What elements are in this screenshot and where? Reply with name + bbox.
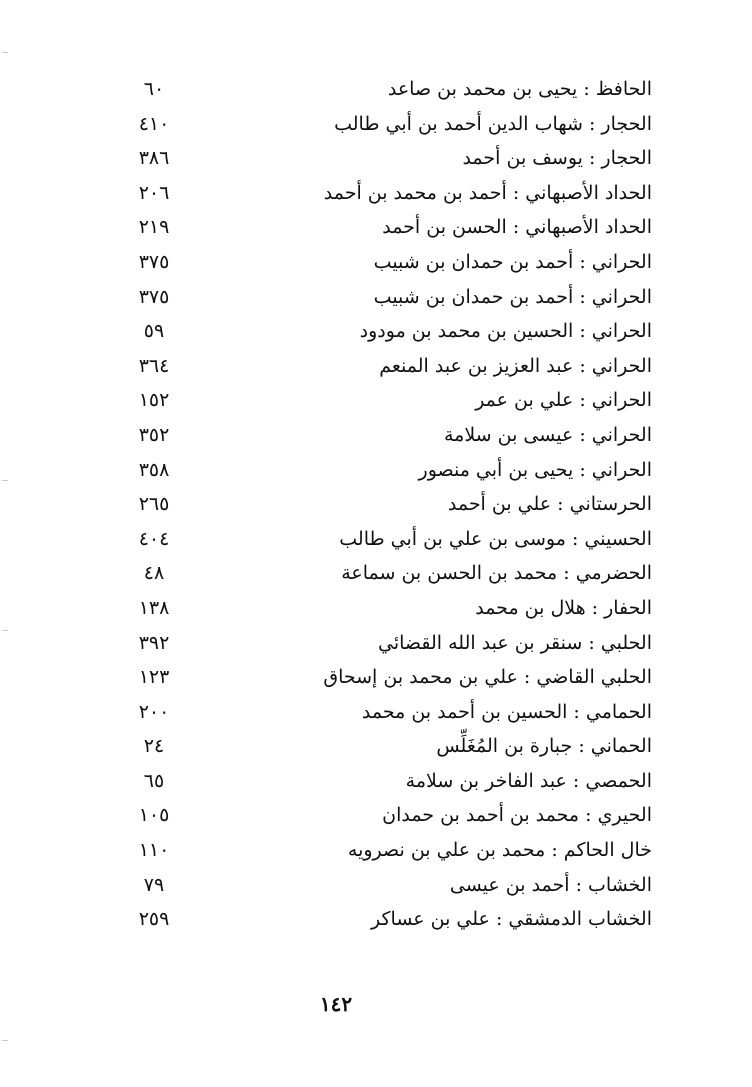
entry-name: الحيري : محمد بن أحمد بن حمدان xyxy=(382,804,652,827)
index-entry xyxy=(100,245,660,280)
index-entry xyxy=(100,764,660,799)
entry-name: الحافظ : يحيى بن محمد بن صاعد xyxy=(387,78,652,100)
index-entry xyxy=(100,487,660,522)
index-entry xyxy=(100,280,660,315)
edge-mark xyxy=(2,480,8,481)
index-list xyxy=(100,72,660,937)
entry-page-number: ٣٦٤ xyxy=(138,354,170,377)
entry-page-number: ١٥٢ xyxy=(138,389,170,412)
entry-name: الحلبي : سنقر بن عبد الله القضائي xyxy=(378,631,652,654)
index-entry xyxy=(100,383,660,418)
entry-name: الحرستاني : علي بن أحمد xyxy=(447,493,652,516)
index-entry xyxy=(100,176,660,211)
entry-name: الخشاب الدمشقي : علي بن عساكر xyxy=(371,908,652,931)
entry-name: الحراني : عيسى بن سلامة xyxy=(443,423,652,446)
entry-page-number: ١٠٥ xyxy=(138,804,170,827)
entry-page-number: ٣٧٥ xyxy=(138,250,170,273)
edge-mark xyxy=(2,630,8,631)
index-entry xyxy=(100,107,660,142)
index-entry xyxy=(100,729,660,764)
entry-name: الحماني : جبارة بن المُغَلِّس xyxy=(436,735,652,758)
index-entry xyxy=(100,660,660,695)
index-entry xyxy=(100,833,660,868)
entry-page-number: ٦٠ xyxy=(143,78,165,100)
index-entry xyxy=(100,626,660,661)
entry-name: الحراني : عبد العزيز بن عبد المنعم xyxy=(379,354,652,377)
edge-mark xyxy=(2,1040,8,1041)
entry-page-number: ٢٠٦ xyxy=(138,181,170,204)
index-entry xyxy=(100,453,660,488)
entry-page-number: ٧٩ xyxy=(143,873,165,896)
entry-name: الحراني : أحمد بن حمدان بن شبيب xyxy=(373,250,652,273)
entry-name: الحراني : علي بن عمر xyxy=(475,389,652,412)
entry-name: الحراني : الحسين بن محمد بن مودود xyxy=(359,320,652,343)
entry-name: الحمامي : الحسين بن أحمد بن محمد xyxy=(361,700,652,723)
entry-page-number: ٣٥٨ xyxy=(138,458,170,481)
entry-name: الحجار : شهاب الدين أحمد بن أبي طالب xyxy=(334,112,652,135)
index-entry xyxy=(100,556,660,591)
entry-page-number: ١٣٨ xyxy=(138,596,170,619)
entry-name: الحضرمي : محمد بن الحسن بن سماعة xyxy=(341,562,652,585)
index-entry xyxy=(100,902,660,937)
entry-page-number: ٢١٩ xyxy=(138,216,170,239)
entry-name: الحراني : أحمد بن حمدان بن شبيب xyxy=(373,285,652,308)
entry-name: الحلبي القاضي : علي بن محمد بن إسحاق xyxy=(323,666,652,689)
index-entry xyxy=(100,418,660,453)
entry-name: الخشاب : أحمد بن عيسى xyxy=(449,873,652,896)
index-entry xyxy=(100,314,660,349)
entry-name: الحسيني : موسى بن علي بن أبي طالب xyxy=(339,527,652,550)
index-entry xyxy=(100,868,660,903)
entry-page-number: ٦٥ xyxy=(143,769,165,792)
entry-page-number: ٢٠٠ xyxy=(138,700,170,723)
entry-name: خال الحاكم : محمد بن علي بن نصرويه xyxy=(347,839,652,862)
edge-mark xyxy=(2,52,8,53)
index-entry xyxy=(100,798,660,833)
entry-page-number: ٣٥٢ xyxy=(138,423,170,446)
entry-page-number: ٢٦٥ xyxy=(138,493,170,516)
entry-page-number: ٤٠٤ xyxy=(138,527,170,550)
entry-name: الحداد الأصبهاني : الحسن بن أحمد xyxy=(382,216,652,239)
entry-name: الحمصي : عبد الفاخر بن سلامة xyxy=(405,769,652,792)
entry-page-number: ٣٨٦ xyxy=(138,147,170,170)
entry-page-number: ٢٥٩ xyxy=(138,908,170,931)
entry-page-number: ٤١٠ xyxy=(138,112,170,135)
entry-page-number: ٤٨ xyxy=(143,562,165,585)
entry-page-number: ١٢٣ xyxy=(138,666,170,689)
index-entry xyxy=(100,349,660,384)
entry-name: الحداد الأصبهاني : أحمد بن محمد بن أحمد xyxy=(323,181,652,204)
entry-name: الحفار : هلال بن محمد xyxy=(475,596,652,619)
index-entry xyxy=(100,522,660,557)
entry-name: الحراني : يحيى بن أبي منصور xyxy=(418,458,652,481)
index-entry xyxy=(100,695,660,730)
index-entry xyxy=(100,210,660,245)
entry-page-number: ٢٤ xyxy=(143,735,165,758)
page-number: ١٤٢ xyxy=(319,992,353,1016)
entry-page-number: ٥٩ xyxy=(143,320,165,343)
index-entry xyxy=(100,141,660,176)
entry-page-number: ١١٠ xyxy=(138,839,170,862)
index-entry xyxy=(100,591,660,626)
entry-page-number: ٣٩٢ xyxy=(138,631,170,654)
entry-name: الحجار : يوسف بن أحمد xyxy=(462,147,652,170)
entry-page-number: ٣٧٥ xyxy=(138,285,170,308)
index-entry xyxy=(100,72,660,107)
